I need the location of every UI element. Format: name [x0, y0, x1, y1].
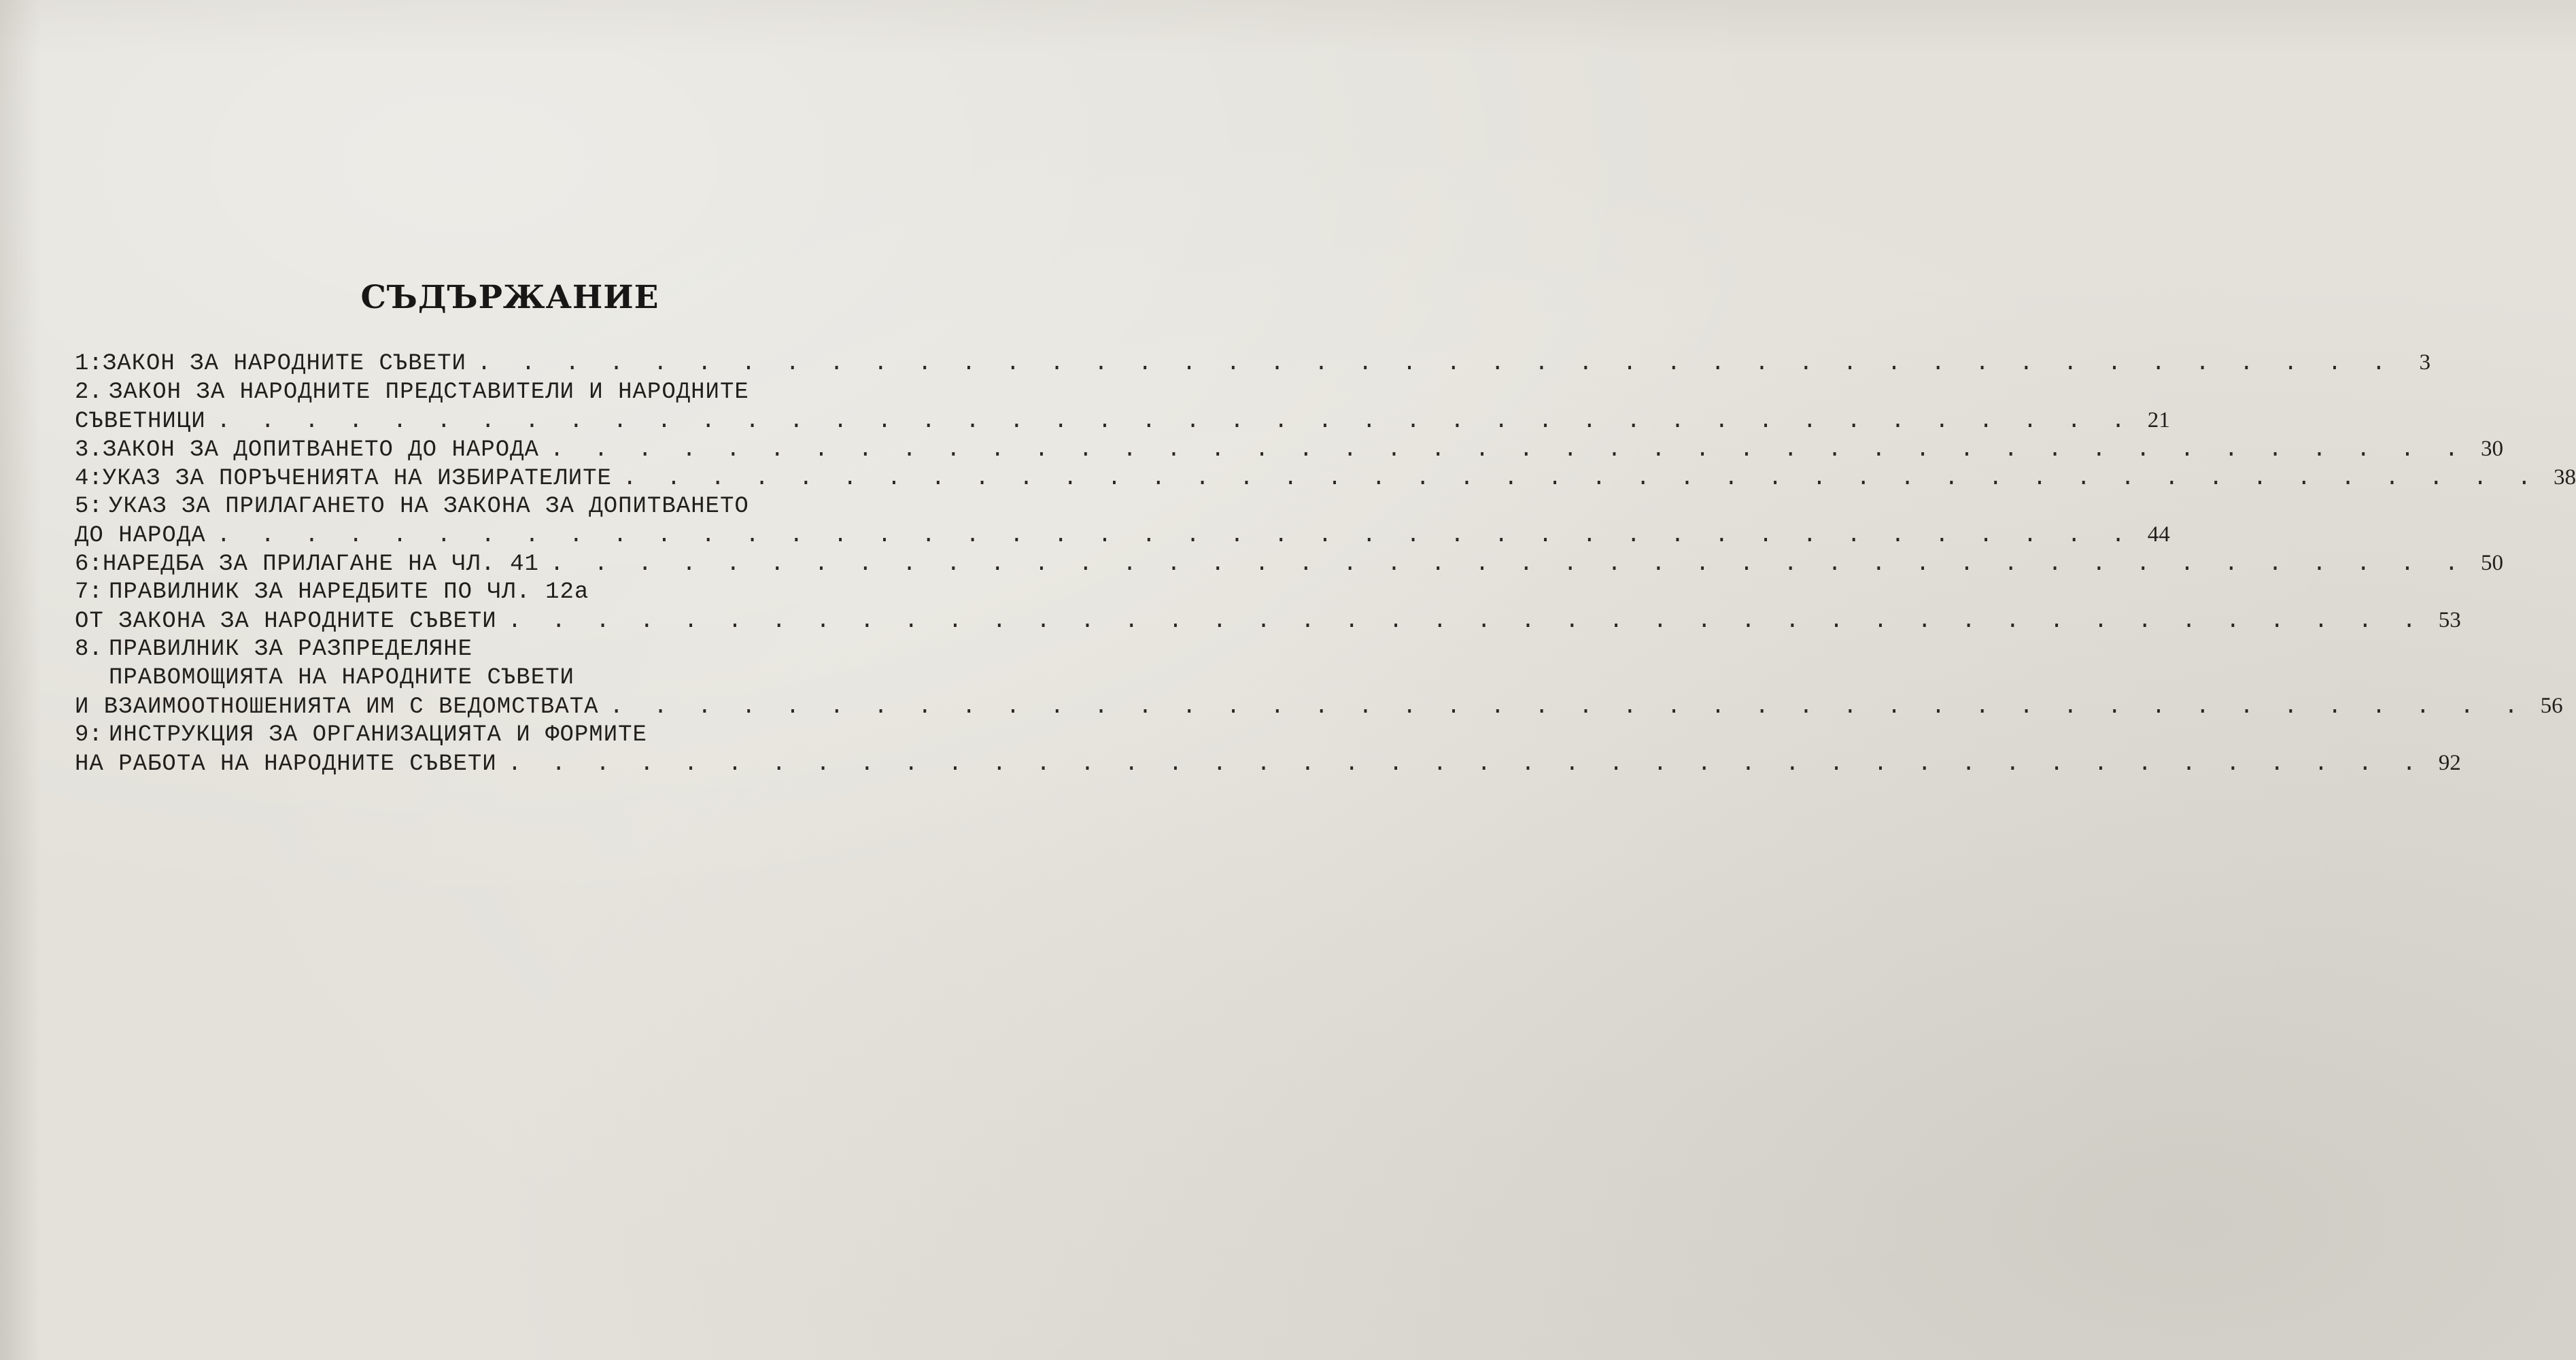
- dot-leader: . . . . . . . . . . . . . . . . . . . . . . . . . . . . . . . . . . . . . . . . . . . .: [609, 694, 2526, 720]
- entry-number: 9:: [75, 722, 103, 748]
- entry-title-continuation: ОТ ЗАКОНА ЗА НАРОДНИТЕ СЪВЕТИ: [75, 609, 497, 634]
- entry-title-continuation: СЪВЕТНИЦИ: [75, 409, 206, 435]
- entry-number: 5:: [75, 494, 103, 520]
- entry-page-number: 56: [2540, 694, 2563, 718]
- entry-page-number: 30: [2481, 437, 2504, 461]
- toc-entry-2-continuation[interactable]: [75, 408, 2170, 437]
- toc-entry-5-continuation[interactable]: [75, 522, 2170, 551]
- toc-entry-8[interactable]: [75, 636, 938, 665]
- entry-page-number: 92: [2438, 751, 2461, 775]
- entry-page-number: 21: [2147, 408, 2170, 432]
- toc-entry-7-continuation[interactable]: [75, 608, 2461, 636]
- dot-leader: . . . . . . . . . . . . . . . . . . . . . . . . . . . . . . . . . . . . . . . . . . . .: [622, 466, 2540, 492]
- entry-title: ИНСТРУКЦИЯ ЗА ОРГАНИЗАЦИЯТА И ФОРМИТЕ: [109, 722, 647, 748]
- toc-entry-6[interactable]: [75, 551, 2504, 579]
- entry-title: НАРЕДБА ЗА ПРИЛАГАНЕ НА ЧЛ. 41: [102, 551, 539, 577]
- toc-entry-9[interactable]: [75, 722, 938, 751]
- dot-leader: . . . . . . . . . . . . . . . . . . . . . . . . . . . . . . . . . . . . . . . . . . . .: [216, 523, 2133, 549]
- entry-number: 3.: [75, 437, 103, 463]
- dot-leader: . . . . . . . . . . . . . . . . . . . . . . . . . . . . . . . . . . . . . . . . . . . .: [507, 609, 2424, 634]
- entry-number: 8.: [75, 636, 103, 662]
- entry-title: ПРАВИЛНИК ЗА НАРЕДБИТЕ ПО ЧЛ. 12а: [109, 579, 589, 605]
- entry-title: УКАЗ ЗА ПРИЛАГАНЕТО НА ЗАКОНА ЗА ДОПИТВАНЕТО: [109, 494, 749, 520]
- entry-title-continuation: ПРАВОМОЩИЯТА НА НАРОДНИТЕ СЪВЕТИ: [109, 665, 574, 691]
- entry-page-number: 44: [2147, 522, 2170, 547]
- entry-page-number: 3: [2419, 350, 2431, 375]
- toc-title: СЪДЪРЖАНИЕ: [360, 279, 659, 316]
- toc-entry-7[interactable]: [75, 579, 938, 608]
- toc-entry-5[interactable]: [75, 494, 938, 522]
- entry-title-continuation: ДО НАРОДА: [75, 523, 206, 549]
- toc-entry-2[interactable]: [75, 379, 938, 408]
- entry-title-continuation: И ВЗАИМООТНОШЕНИЯТА ИМ С ВЕДОМСТВАТА: [75, 694, 599, 720]
- entry-title: ЗАКОН ЗА НАРОДНИТЕ СЪВЕТИ: [102, 351, 466, 377]
- entry-page-number: 53: [2438, 608, 2461, 632]
- entry-title: УКАЗ ЗА ПОРЪЧЕНИЯТА НА ИЗБИРАТЕЛИТЕ: [102, 466, 612, 492]
- dot-leader: . . . . . . . . . . . . . . . . . . . . . . . . . . . . . . . . . . . . . . . . . . . .: [216, 409, 2133, 435]
- entry-number: 7:: [75, 579, 103, 605]
- toc-entry-8-continuation[interactable]: [75, 665, 938, 694]
- entry-title-continuation: НА РАБОТА НА НАРОДНИТЕ СЪВЕТИ: [75, 751, 497, 777]
- entry-title: ЗАКОН ЗА ДОПИТВАНЕТО ДО НАРОДА: [102, 437, 539, 463]
- dot-leader: . . . . . . . . . . . . . . . . . . . . . . . . . . . . . . . . . . . . . . . . . . . .: [477, 351, 2394, 377]
- entry-number: 4:: [75, 466, 103, 492]
- toc-entry-8-continuation-2[interactable]: [75, 694, 2563, 722]
- entry-page-number: 50: [2481, 551, 2504, 575]
- toc-entry-4[interactable]: [75, 465, 2576, 494]
- toc-entry-1[interactable]: [75, 350, 2431, 379]
- entry-page-number: 38: [2554, 465, 2576, 490]
- entry-number: 1:: [75, 351, 103, 377]
- dot-leader: . . . . . . . . . . . . . . . . . . . . . . . . . . . . . . . . . . . . . . . . . . . .: [549, 551, 2467, 577]
- entry-number: 6:: [75, 551, 103, 577]
- entry-title: ПРАВИЛНИК ЗА РАЗПРЕДЕЛЯНЕ: [109, 636, 473, 662]
- toc-entry-9-continuation[interactable]: [75, 751, 2461, 779]
- toc-entry-3[interactable]: [75, 437, 2504, 465]
- entry-number: 2.: [75, 379, 103, 405]
- entry-title: ЗАКОН ЗА НАРОДНИТЕ ПРЕДСТАВИТЕЛИ И НАРОДНИТЕ: [109, 379, 749, 405]
- dot-leader: . . . . . . . . . . . . . . . . . . . . . . . . . . . . . . . . . . . . . . . . . . . .: [549, 437, 2467, 463]
- dot-leader: . . . . . . . . . . . . . . . . . . . . . . . . . . . . . . . . . . . . . . . . . . . .: [507, 751, 2424, 777]
